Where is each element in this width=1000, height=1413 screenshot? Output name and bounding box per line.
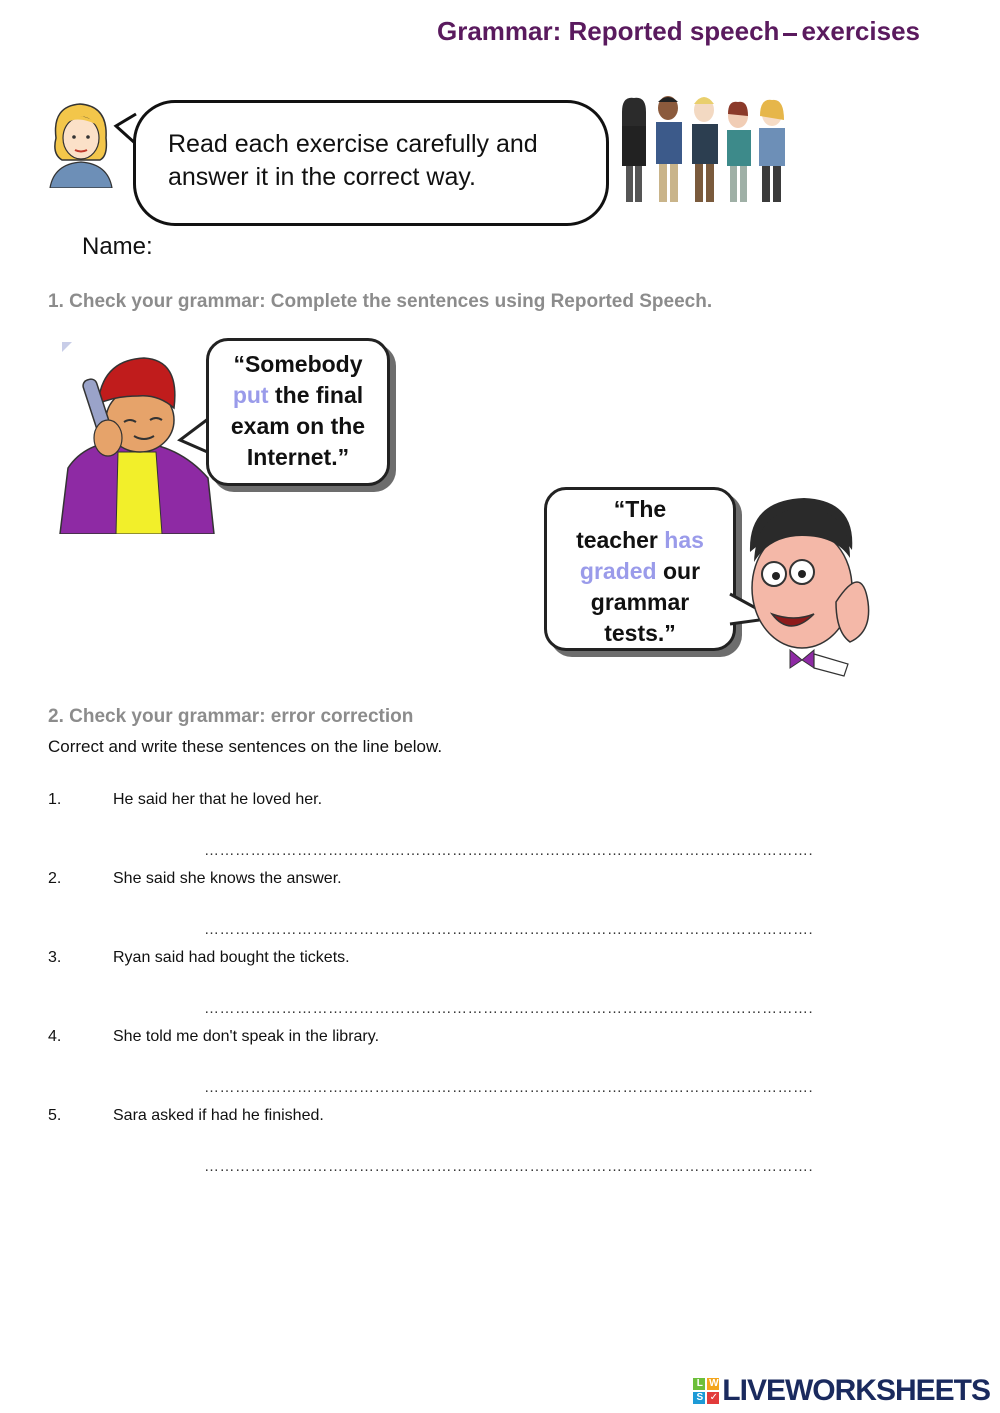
answer-line-2[interactable]: ……………………………………………………………………………………………………….: [204, 921, 814, 938]
exercise-number-5: 5.: [48, 1107, 62, 1124]
section-1-heading: 1. Check your grammar: Complete the sentences using Reported Speech.: [48, 291, 713, 312]
bubble-1-line-2: [209, 380, 387, 411]
bubble-1-line-4: Internet.”: [246, 444, 350, 470]
exercise-number-3: 3.: [48, 949, 62, 966]
exercise-number-2: 2.: [48, 870, 62, 887]
speech-bubble-2: [544, 487, 736, 651]
man-illustration: [740, 492, 880, 682]
page-title: [0, 16, 920, 47]
logo-mark-check: ✓: [707, 1392, 719, 1404]
bubble-2-highlight-1: has: [664, 527, 704, 553]
students-group-illustration: [614, 94, 796, 210]
answer-line-5[interactable]: ……………………………………………………………………………………………………….: [204, 1158, 814, 1175]
bubble-2-line-2-text: teacher: [576, 527, 665, 553]
bubble-2-line-4: grammar: [590, 589, 690, 615]
exercise-sentence-5: Sara asked if had he finished.: [113, 1107, 324, 1124]
bubble-1-line-1: “Somebody: [233, 351, 363, 377]
exercise-sentence-1: He said her that he loved her.: [113, 791, 323, 808]
exercise-number-4: 4.: [48, 1028, 62, 1045]
bubble-2-line-3: [547, 556, 733, 587]
title-main: Grammar: Reported speech: [436, 16, 780, 46]
liveworksheets-logo: [693, 1374, 990, 1408]
logo-mark-s: S: [693, 1392, 705, 1404]
exercise-sentence-4: She told me don't speak in the library.: [113, 1028, 380, 1045]
logo-mark-icon: [693, 1378, 719, 1404]
answer-line-4[interactable]: ……………………………………………………………………………………………………….: [204, 1079, 814, 1096]
logo-mark-w: W: [709, 1378, 718, 1389]
name-label: Name:: [82, 233, 153, 260]
bubble-2-line-2: [547, 525, 733, 556]
speech-bubble-1: [206, 338, 390, 486]
girl-illustration: [42, 98, 118, 188]
answer-line-3[interactable]: ……………………………………………………………………………………………………….: [204, 1000, 814, 1017]
exercise-sentence-2: She said she knows the answer.: [113, 870, 342, 887]
bubble-2-line-5: tests.”: [604, 620, 676, 646]
bubble-1-line-2-text: the final: [268, 382, 364, 408]
instruction-line-1: Read each exercise carefully and: [168, 130, 538, 158]
exercise-sentence-3: Ryan said had bought the tickets.: [113, 949, 350, 966]
logo-mark-l: L: [693, 1378, 705, 1390]
instruction-text: [168, 128, 588, 194]
bubble-1-line-3: exam on the: [230, 413, 366, 439]
bubble-1-highlight: put: [232, 382, 269, 408]
title-suffix: exercises: [801, 16, 920, 46]
instruction-line-2: answer it in the correct way.: [168, 163, 476, 191]
bubble-2-highlight-2: graded: [579, 558, 657, 584]
title-underscore: [783, 33, 797, 36]
section-2-heading: 2. Check your grammar: error correction: [48, 706, 414, 727]
section-2-instruction: Correct and write these sentences on the line below.: [48, 737, 443, 756]
bubble-2-line-3-text: our: [656, 558, 701, 584]
exercise-number-1: 1.: [48, 791, 62, 808]
answer-line-1[interactable]: ……………………………………………………………………………………………………….: [204, 842, 814, 859]
bubble-2-line-1: “The: [613, 496, 667, 522]
logo-text: LIVEWORKSHEETS: [722, 1374, 990, 1407]
